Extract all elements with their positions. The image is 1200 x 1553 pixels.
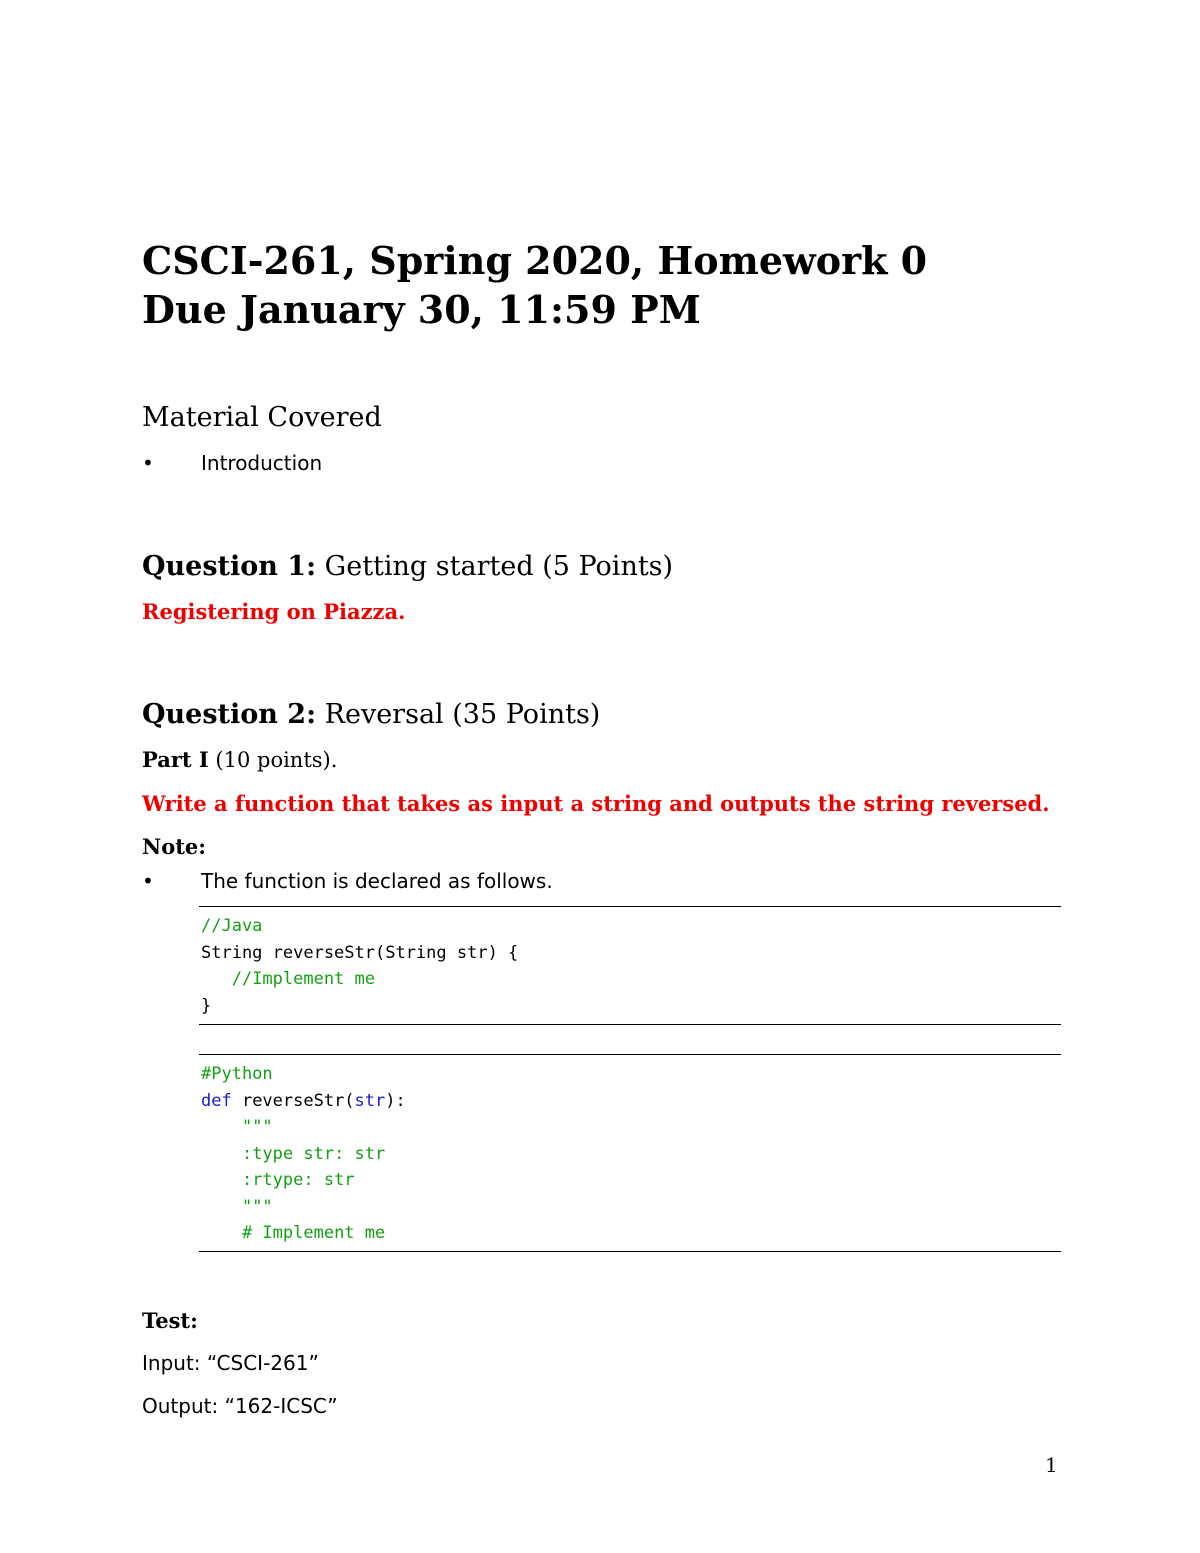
- output-value: “162-ICSC”: [224, 1394, 338, 1418]
- question-1-title: Getting started (5 Points): [316, 551, 674, 582]
- python-docstring-type: :type str: str: [241, 1143, 386, 1164]
- python-arg: str: [354, 1090, 386, 1111]
- test-output: [142, 1393, 338, 1419]
- question-1-label: Question 1:: [142, 551, 317, 582]
- java-code-bottom-rule: [199, 1024, 1061, 1025]
- test-label: Test:: [142, 1308, 198, 1333]
- question-2-heading: [142, 698, 600, 732]
- test-input: [142, 1350, 319, 1376]
- python-def-keyword: def: [201, 1090, 232, 1111]
- java-indent: [201, 969, 232, 989]
- page-number: 1: [1045, 1453, 1058, 1477]
- java-signature: String reverseStr(String str) {: [201, 942, 519, 963]
- material-item-text: Introduction: [201, 451, 323, 475]
- note-item-text: The function is declared as follows.: [201, 869, 553, 893]
- python-code-block: [201, 1061, 406, 1247]
- question-1-task: Registering on Piazza.: [142, 599, 406, 624]
- question-2-task: Write a function that takes as input a string and outputs the string reversed.: [142, 791, 1050, 816]
- java-implement-comment: //Implement me: [231, 969, 376, 989]
- part-1-points: (10 points).: [208, 748, 338, 772]
- python-code-bottom-rule: [199, 1251, 1061, 1252]
- python-signature-end: ):: [385, 1090, 406, 1111]
- java-code-block: [201, 913, 518, 1019]
- python-docstring-rtype: :rtype: str: [241, 1170, 355, 1190]
- material-heading: Material Covered: [142, 402, 382, 433]
- output-label: Output:: [142, 1394, 219, 1418]
- part-1-label: Part I: [142, 747, 209, 772]
- java-comment: //Java: [201, 916, 263, 936]
- note-list-item: [142, 868, 553, 894]
- question-2-title: Reversal (35 Points): [316, 699, 601, 730]
- question-1-heading: [142, 550, 673, 584]
- java-closing-brace: }: [201, 995, 212, 1016]
- question-2-label: Question 2:: [142, 699, 317, 730]
- python-function-name: reverseStr(: [231, 1090, 355, 1111]
- input-label: Input:: [142, 1351, 201, 1375]
- bullet-icon: •: [142, 451, 154, 475]
- title-line-2: Due January 30, 11:59 PM: [142, 287, 701, 332]
- bullet-icon: •: [142, 869, 154, 893]
- python-code-top-rule: [199, 1054, 1061, 1055]
- note-label: Note:: [142, 834, 207, 859]
- material-list-item: [142, 450, 323, 476]
- part-1-heading: [142, 746, 337, 774]
- input-value: “CSCI-261”: [206, 1351, 319, 1375]
- title-line-1: CSCI-261, Spring 2020, Homework 0: [142, 238, 928, 283]
- python-implement-comment: # Implement me: [241, 1223, 386, 1243]
- python-docstring-open: """: [241, 1117, 273, 1137]
- python-docstring-close: """: [241, 1196, 273, 1217]
- java-code-top-rule: [199, 906, 1061, 907]
- python-comment: #Python: [201, 1064, 273, 1084]
